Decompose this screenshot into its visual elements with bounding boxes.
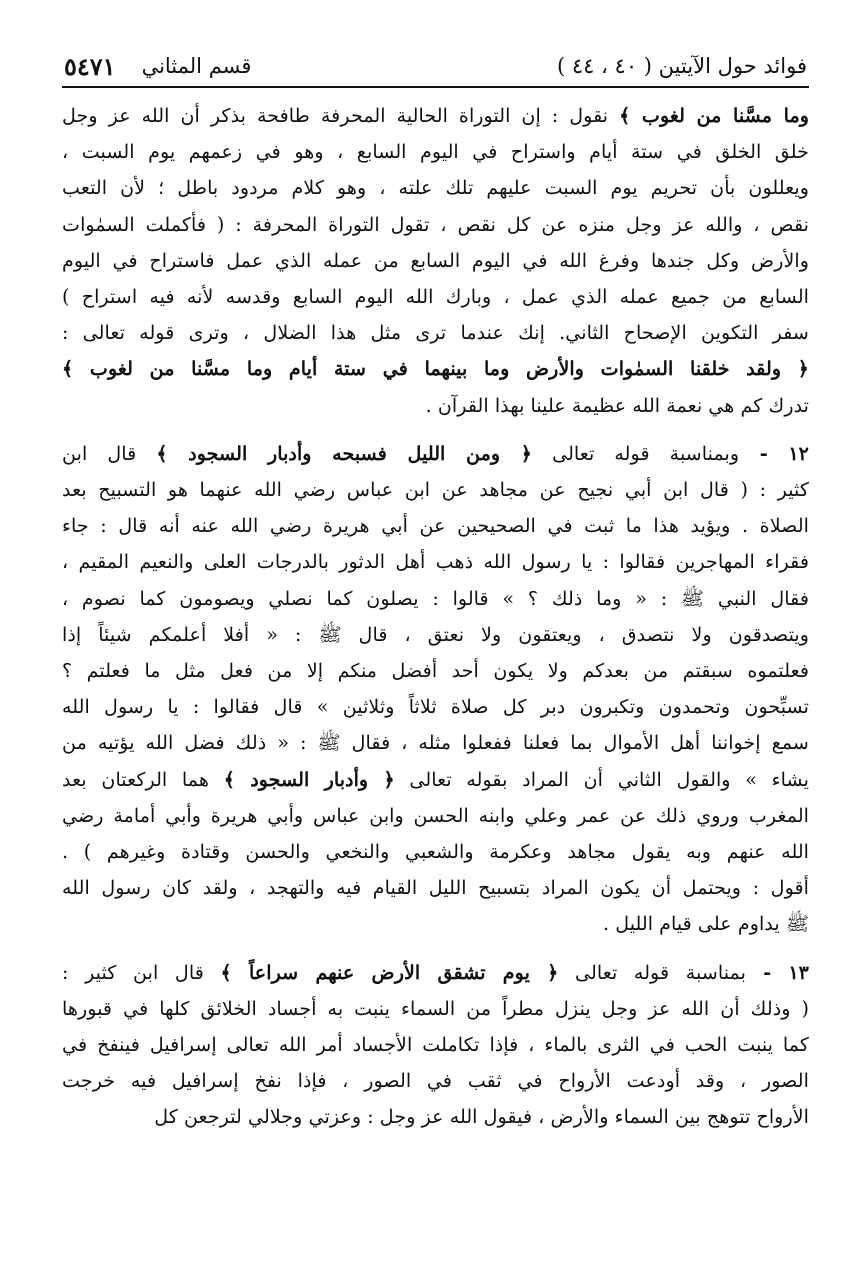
paragraph bbox=[62, 436, 809, 943]
text-line bbox=[62, 1099, 809, 1135]
text-line bbox=[62, 170, 809, 206]
page-header bbox=[62, 50, 809, 88]
running-title: فوائد حول الآيتين ( ٤٠ ، ٤٤ ) bbox=[556, 54, 807, 78]
text-segment: نقص ، والله عز وجل منزه عن كل نقص ، تقول التوراة المحرفة : ( فأكملت السمٰوات bbox=[62, 212, 809, 236]
text-segment: المغرب وروي ذلك عن عمر وعلي وابنه الحسن وابن عباس وأبي هريرة وأبي أمامة رضي bbox=[62, 803, 809, 827]
text-segment: الصلاة . ويؤيد هذا ما ثبت في الصحيحين عن أبي هريرة رضي الله عنه أنه قال : جاء bbox=[62, 514, 809, 538]
text-segment: كما ينبت الحب في الثرى بالماء ، فإذا تكاملت الأجساد أمر الله تعالى إسرافيل فينفخ في bbox=[62, 1033, 809, 1057]
text-line bbox=[62, 581, 809, 617]
text-segment: قال ابن كثير : bbox=[62, 960, 221, 984]
text-segment: بمناسبة قوله تعالى bbox=[558, 960, 746, 984]
text-line bbox=[62, 870, 809, 906]
text-line bbox=[62, 955, 809, 991]
text-segment: تسبِّحون وتحمدون وتكبرون دبر كل صلاة ثلاثاً وثلاثين » قال فقالوا : يا رسول الله bbox=[62, 695, 809, 719]
text-segment: خلق الخلق في ستة أيام واستراح في اليوم السابع ، وهو في زعمهم يوم السبت ، bbox=[62, 140, 809, 164]
text-segment: فعلتموه سبقتم من بعدكم ولا يكون أحد أفضل منكم إلا من فعل مثل ما فعلتم ؟ bbox=[62, 659, 809, 683]
quran-verse: ﴿ ومن الليل فسبحه وأدبار السجود ﴾ bbox=[156, 441, 533, 465]
text-segment: سمع إخواننا أهل الأموال بما فعلنا ففعلوا مثله ، فقال ﷺ : « ذلك فضل الله يؤتيه من bbox=[62, 731, 809, 755]
text-segment: فقال النبي ﷺ : « وما ذلك ؟ » قالوا : يصلون كما نصلي ويصومون كما نصوم ، bbox=[62, 586, 809, 610]
text-segment: ﷺ يداوم على قيام الليل . bbox=[603, 912, 809, 936]
page-number: ٥٤٧١ bbox=[64, 51, 116, 81]
text-segment: قال ابن bbox=[62, 441, 157, 465]
paragraph bbox=[62, 955, 809, 1136]
text-line bbox=[62, 279, 809, 315]
text-segment: تدرك كم هي نعمة الله عظيمة علينا بهذا القرآن . bbox=[425, 393, 809, 417]
paragraph bbox=[62, 98, 809, 424]
text-segment: يشاء » والقول الثاني أن المراد بقوله تعالى bbox=[394, 767, 809, 791]
text-segment: السابع من جميع عمله الذي عمل ، وبارك الله اليوم السابع وقدسه لأنه فيه استراح ) bbox=[62, 285, 809, 309]
text-segment: ويعللون بأن تحريم يوم السبت عليهم تلك علته ، وهو كلام مردود باطل ؛ لأن التعب bbox=[62, 176, 809, 200]
text-segment: ويتصدقون ولا نتصدق ، ويعتقون ولا نعتق ، قال ﷺ : « أفلا أعلمكم شيئاً إذا bbox=[62, 622, 809, 646]
paragraph-gap bbox=[62, 424, 809, 436]
header-left-group bbox=[64, 52, 251, 81]
paragraph-gap bbox=[62, 943, 809, 955]
text-line bbox=[62, 617, 809, 653]
text-line bbox=[62, 351, 809, 387]
text-line bbox=[62, 653, 809, 689]
text-segment: أقول : ويحتمل أن يكون المراد بتسبيح الليل القيام فيه والتهجد ، ولقد كان رسول الله bbox=[62, 876, 809, 900]
text-segment: الأرواح تتوهج بين السماء والأرض ، فيقول الله عز وجل : وعزتي وجلالي لترجعن كل bbox=[154, 1105, 809, 1129]
text-line bbox=[62, 798, 809, 834]
quran-verse: ١٢ - bbox=[739, 441, 809, 465]
text-line bbox=[62, 544, 809, 580]
text-line bbox=[62, 725, 809, 761]
text-line bbox=[62, 508, 809, 544]
text-segment: الله عنهم وبه يقول مجاهد وعكرمة والشعبي والنخعي والحسن وقتادة وغيرهم ) . bbox=[62, 840, 809, 864]
quran-verse: ﴿ يوم تشقق الأرض عنهم سراعاً ﴾ bbox=[220, 960, 559, 984]
text-segment: الصور ، وقد أودعت الأرواح في ثقب في الصور ، فإذا نفخ إسرافيل فيه خرجت bbox=[62, 1069, 809, 1093]
text-segment: نقول : إن التوراة الحالية المحرفة طافحة بذكر أن الله عز وجل bbox=[62, 104, 620, 127]
text-line bbox=[62, 1063, 809, 1099]
text-segment: والأرض وكل جندها وفرغ الله في اليوم السابع من عمله الذي عمل فاستراح في اليوم bbox=[62, 248, 809, 272]
text-line bbox=[62, 134, 809, 170]
text-segment: ( وذلك أن الله عز وجل ينزل مطراً من السماء ينبت به أجساد الخلائق كلها في قبورها bbox=[62, 996, 809, 1020]
text-segment: فقراء المهاجرين فقالوا : يا رسول الله ذهب أهل الدثور بالدرجات العلى والنعيم المقيم ، bbox=[62, 550, 809, 574]
text-line bbox=[62, 834, 809, 870]
text-line bbox=[62, 1027, 809, 1063]
text-segment: سفر التكوين الإصحاح الثاني. إنك عندما ترى مثل هذا الضلال ، وترى قوله تعالى : bbox=[62, 321, 809, 345]
text-line bbox=[62, 762, 809, 798]
text-line bbox=[62, 388, 809, 424]
text-segment: كثير : ( قال ابن أبي نجيح عن مجاهد عن ابن عباس رضي الله عنهما هو التسبيح بعد bbox=[62, 478, 809, 502]
text-line bbox=[62, 436, 809, 472]
section-name: قسم المثاني bbox=[141, 54, 252, 78]
quran-verse: وما مسَّنا من لغوب ﴾ bbox=[619, 104, 809, 127]
text-line bbox=[62, 906, 809, 942]
text-line bbox=[62, 98, 809, 134]
text-line bbox=[62, 315, 809, 351]
text-line bbox=[62, 991, 809, 1027]
quran-verse: ١٣ - bbox=[745, 960, 809, 984]
text-line bbox=[62, 243, 809, 279]
page-body bbox=[62, 98, 809, 1136]
quran-verse: ﴿ ولقد خلقنا السمٰوات والأرض وما بينهما في ستة أيام وما مسَّنا من لغوب ﴾ bbox=[62, 357, 809, 381]
text-line bbox=[62, 689, 809, 725]
quran-verse: ﴿ وأدبار السجود ﴾ bbox=[223, 767, 395, 791]
text-line bbox=[62, 472, 809, 508]
text-segment: وبمناسبة قوله تعالى bbox=[532, 441, 740, 465]
text-segment: هما الركعتان بعد bbox=[62, 767, 224, 791]
text-line bbox=[62, 207, 809, 243]
